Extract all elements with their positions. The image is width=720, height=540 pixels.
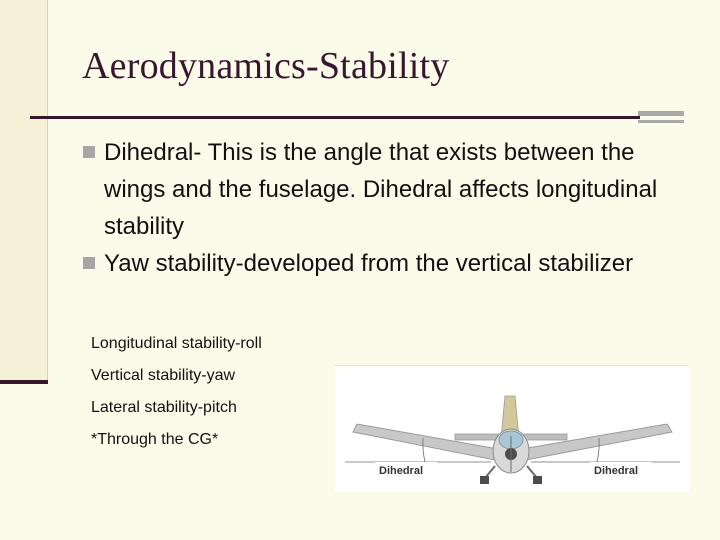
title-underline-accent [638,111,684,116]
note-item: Vertical stability-yaw [91,367,236,384]
bullet-item-dihedral [82,134,692,245]
airplane-front-view-illustration [335,366,690,492]
right-wing [510,424,672,463]
left-dihedral-label: Dihedral [379,465,424,477]
left-wing [353,424,510,463]
bullet-list [82,134,692,282]
right-wheel [533,476,542,484]
bullet-text: Dihedral- This is the angle that exists between the wings and the fuselage. Dihedral affects longitudinal stability [104,139,658,240]
right-dihedral-label: Dihedral [594,465,639,477]
square-bullet-icon [83,257,95,269]
bullet-text: Yaw stability-developed from the vertical stabilizer [104,250,634,277]
square-bullet-icon [83,146,95,158]
slide-title: Aerodynamics-Stability [82,45,450,87]
left-wheel [480,476,489,484]
note-item: *Through the CG* [91,431,219,448]
title-underline [30,116,640,119]
dihedral-diagram [335,365,690,492]
left-accent-rule [0,380,48,384]
stability-notes [91,333,262,461]
bullet-item-yaw [82,245,692,282]
title-underline-accent-lower [638,120,684,123]
note-item: Longitudinal stability-roll [91,335,262,352]
left-accent-band [0,0,48,382]
note-item: Lateral stability-pitch [91,399,237,416]
